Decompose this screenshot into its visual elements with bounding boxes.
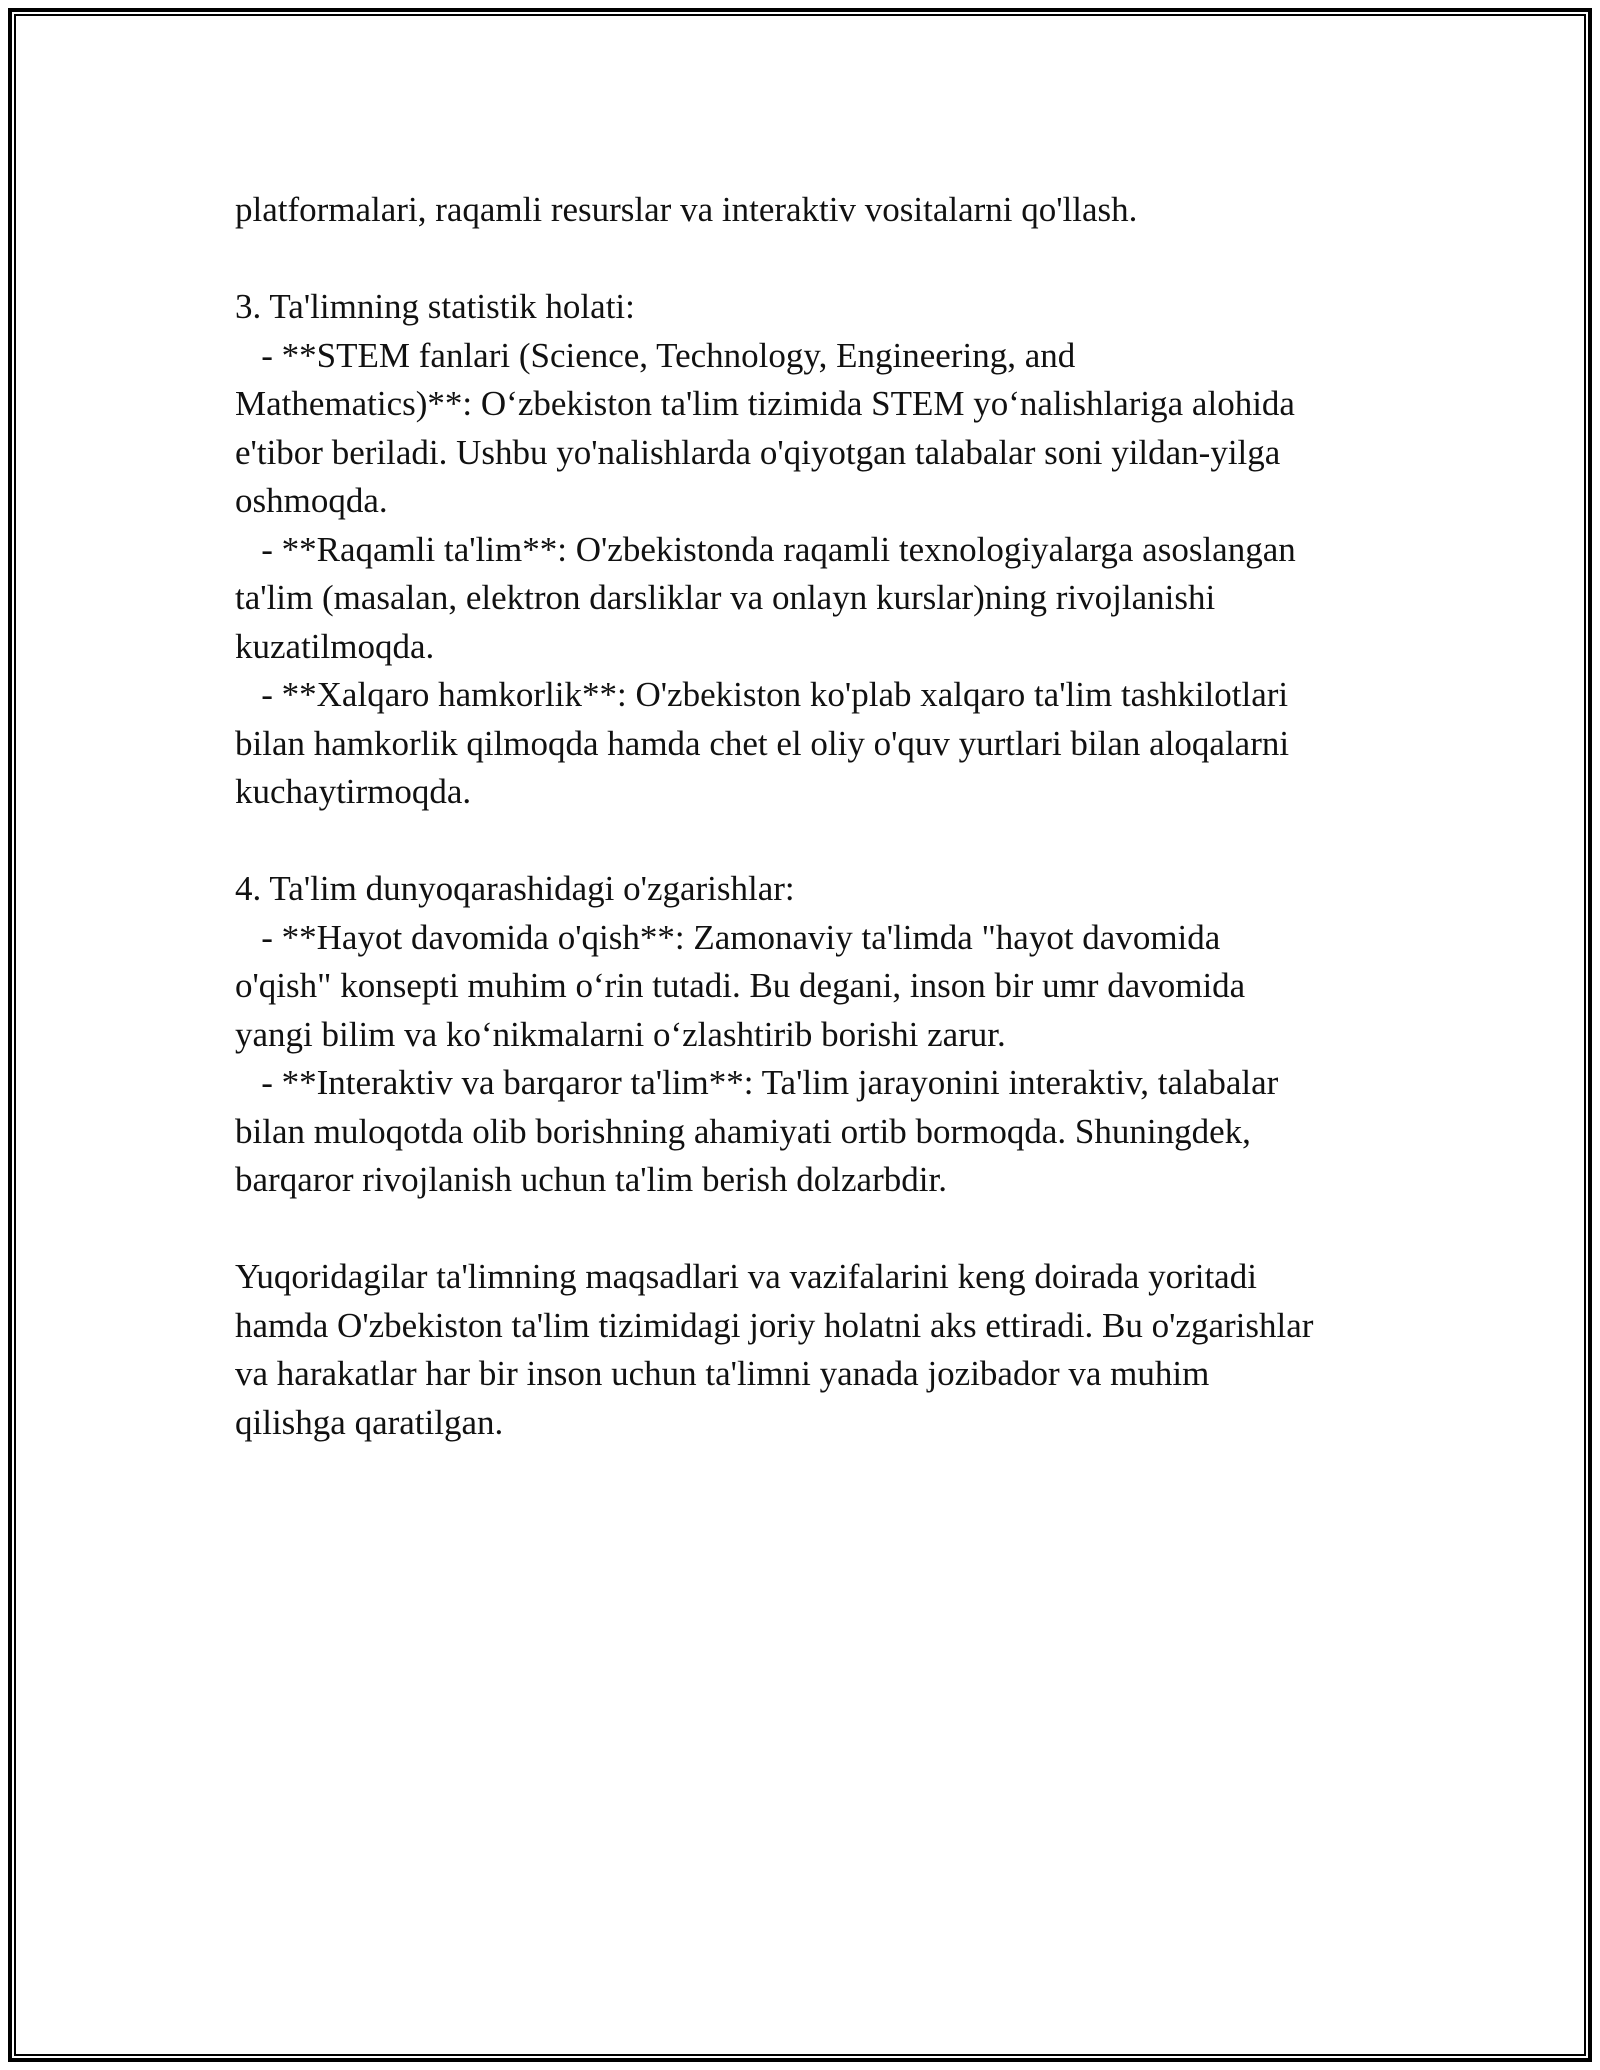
document-body: [235, 186, 1385, 1447]
paragraph-line: qilishga qaratilgan.: [235, 1402, 504, 1442]
text-line: yangi bilim va ko‘nikmalarni o‘zlashtirib borishi zarur.: [235, 1014, 1006, 1054]
list-item: - **STEM fanlari (Science, Technology, Engineering, and: [235, 335, 1076, 375]
paragraph-line: hamda O'zbekiston ta'lim tizimidagi joriy holatni aks ettiradi. Bu o'zgarishlar: [235, 1305, 1314, 1345]
section-heading: 4. Ta'lim dunyoqarashidagi o'zgarishlar:: [235, 869, 795, 908]
section-heading: 3. Ta'limning statistik holati:: [235, 287, 635, 326]
blank-line: [235, 235, 1385, 284]
list-item: - **Xalqaro hamkorlik**: O'zbekiston ko'plab xalqaro ta'lim tashkilotlari: [235, 675, 1289, 714]
text-line: platformalari, raqamli resurslar va interaktiv vositalarni qo'llash.: [235, 190, 1138, 229]
blank-line: [235, 1205, 1385, 1254]
text-line: o'qish" konsepti muhim o‘rin tutadi. Bu degani, inson bir umr davomida: [235, 966, 1246, 1005]
text-line: bilan hamkorlik qilmoqda hamda chet el oliy o'quv yurtlari bilan aloqalarni: [235, 723, 1290, 763]
paragraph-line: Yuqoridagilar ta'limning maqsadlari va vazifalarini keng doirada yoritadi: [235, 1257, 1257, 1296]
text-line: ta'lim (masalan, elektron darsliklar va onlayn kurslar)ning rivojlanishi: [235, 578, 1216, 617]
list-item: - **Hayot davomida o'qish**: Zamonaviy ta'limda "hayot davomida: [235, 917, 1221, 957]
text-line: Mathematics)**: O‘zbekiston ta'lim tizimida STEM yo‘nalishlariga alohida: [235, 384, 1295, 423]
text-line: kuzatilmoqda.: [235, 626, 435, 666]
blank-line: [235, 817, 1385, 866]
text-line: bilan muloqotda olib borishning ahamiyati ortib bormoqda. Shuningdek,: [235, 1111, 1251, 1151]
paragraph-line: va harakatlar har bir inson uchun ta'limni yanada jozibador va muhim: [235, 1354, 1210, 1393]
list-item: - **Raqamli ta'lim**: O'zbekistonda raqamli texnologiyalarga asoslangan: [235, 529, 1296, 569]
text-line: oshmoqda.: [235, 481, 388, 520]
list-item: - **Interaktiv va barqaror ta'lim**: Ta'lim jarayonini interaktiv, talabalar: [235, 1063, 1279, 1102]
text-line: e'tibor beriladi. Ushbu yo'nalishlarda o'qiyotgan talabalar soni yildan-yilga: [235, 432, 1281, 472]
text-line: kuchaytirmoqda.: [235, 772, 472, 811]
text-line: barqaror rivojlanish uchun ta'lim berish dolzarbdir.: [235, 1160, 947, 1199]
